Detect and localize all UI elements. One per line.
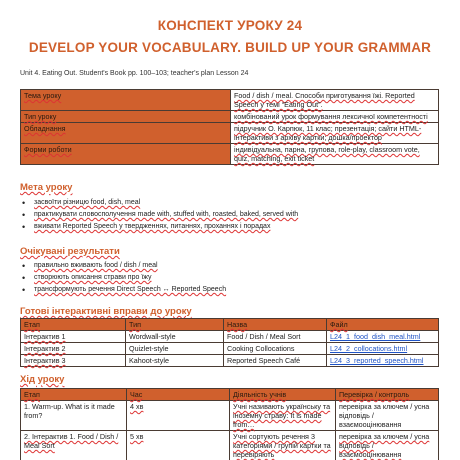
table-row [21, 90, 439, 111]
table-row [21, 331, 439, 343]
lesson-info-table [20, 89, 439, 165]
cell-stage: Інтерактив 3 [24, 356, 66, 365]
list-item: • практикувати словосполучення made with, stuffed with, roasted, baked, served with [20, 209, 298, 221]
cell-stage: 1. Warm-up. What is it made from? [21, 401, 127, 431]
table-row [21, 343, 439, 355]
list-item: • правильно вживають food / dish / meal [20, 260, 226, 272]
cell-check: перевірка за ключем / усна відповідь / взаємооцінювання [336, 401, 439, 431]
cell-type: Wordwall-style [126, 331, 224, 343]
column-header: Назва [227, 320, 248, 329]
column-header: Перевірка / контроль [339, 390, 410, 399]
results-heading: Очікувані результати [20, 246, 120, 257]
lesson-plan-table [20, 388, 439, 460]
table-row [21, 144, 439, 165]
exercises-table [20, 318, 439, 367]
cell-time: 4 хв [130, 402, 144, 411]
column-header: Етап [24, 320, 40, 329]
table-row [21, 111, 439, 123]
cell-time: 5 хв [130, 432, 144, 441]
cell-activity: Учні називають українську та іноземну страву: It is made from… [233, 402, 331, 429]
goals-list [20, 197, 298, 233]
goals-heading: Мета уроку [20, 182, 73, 193]
column-header: Діяльність учнів [233, 390, 287, 399]
document-title-line2: DEVELOP YOUR VOCABULARY. BUILD UP YOUR GRAMMAR [28, 40, 432, 55]
file-link[interactable]: L24_2_collocations.html [330, 344, 408, 353]
info-value: комбінований урок формування лексичної компетентності [234, 112, 428, 121]
cell-stage: Інтерактив 2 [24, 344, 66, 353]
table-row [21, 355, 439, 367]
unit-subline: Unit 4. Eating Out. Student's Book pp. 100–103; teacher's plan Lesson 24 [20, 70, 249, 77]
table-header-row [21, 319, 439, 331]
table-header-row [21, 389, 439, 401]
cell-title: Food / Dish / Meal Sort [224, 331, 327, 343]
info-key: Форми роботи [24, 145, 72, 154]
info-value: Food / dish / meal. Способи приготування їжі. Reported Speech у темі “Eating Out”. [234, 91, 415, 109]
exercises-heading: Готові інтерактивні вправи до уроку [20, 306, 192, 317]
list-item: • засвоїти різницю food, dish, meal [20, 197, 298, 209]
table-row [21, 123, 439, 144]
info-key: Тема уроку [24, 91, 62, 100]
cell-type: Kahoot-style [126, 355, 224, 367]
cell-title: Reported Speech Café [224, 355, 327, 367]
cell-stage: 2. Інтерактив 1. Food / Dish / Meal Sort [24, 432, 119, 450]
cell-title: Cooking Collocations [224, 343, 327, 355]
list-item: • створюють описання страви про їжу [20, 272, 226, 284]
column-header: Час [130, 390, 143, 399]
column-header: Файл [330, 320, 348, 329]
cell-check: перевірка за ключем / усна відповідь / взаємооцінювання [339, 432, 430, 459]
file-link[interactable]: L24_3_reported_speech.html [330, 356, 424, 365]
column-header: Тип [129, 320, 141, 329]
cell-type: Quizlet-style [126, 343, 224, 355]
info-key: Обладнання [24, 124, 66, 133]
list-item: • трансформують речення Direct Speech ↔ Reported Speech [20, 284, 226, 296]
info-key: Тип уроку [24, 112, 57, 121]
file-link[interactable]: L24_1_food_dish_meal.html [330, 332, 421, 341]
table-row [21, 401, 439, 431]
list-item: • вживати Reported Speech у твердженнях, питаннях, проханнях і порадах [20, 221, 298, 233]
info-value: індивідуальна, парна, групова, role-play, classroom vote, quiz, matching, exit ticket [234, 145, 420, 163]
document-title-line1: КОНСПЕКТ УРОКУ 24 [157, 18, 303, 33]
results-list [20, 260, 226, 296]
table-row [21, 431, 439, 460]
column-header: Етап [24, 390, 40, 399]
cell-stage: Інтерактив 1 [24, 332, 66, 341]
plan-heading: Хід уроку [20, 374, 65, 385]
cell-activity: Учні сортують речення 3 категоріями / групій картки та перевіряють [233, 432, 331, 459]
info-value: підручник О. Карпюк, 11 клас; презентація; сайти HTML-інтерактиви з архіву картки; дошка/проектор [234, 124, 422, 142]
